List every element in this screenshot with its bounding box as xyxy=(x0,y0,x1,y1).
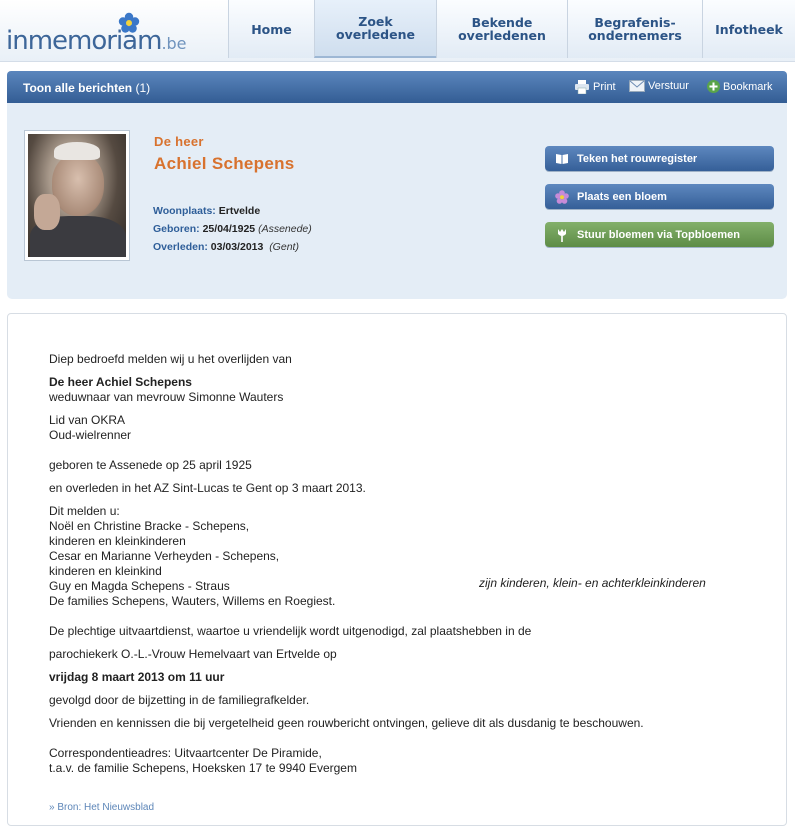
notice-correspondence-line1: Correspondentieadres: Uitvaartcenter De Piramide, xyxy=(49,746,322,760)
send-button[interactable] xyxy=(629,80,689,92)
nav-zoek-overledene[interactable] xyxy=(314,0,436,58)
family-line: De families Schepens, Wauters, Willems en Roegiest. xyxy=(49,594,336,608)
notice-name: De heer Achiel Schepens xyxy=(49,375,192,389)
notice-burial: gevolgd door de bijzetting in de familiegrafkelder. xyxy=(49,693,310,707)
deceased-facts xyxy=(153,202,312,256)
nav-infotheek-label: Infotheek xyxy=(715,21,783,37)
notice-intro: Diep bedroefd melden wij u het overlijden van xyxy=(49,352,292,366)
notice-friends: Vrienden en kennissen die bij vergetelheid geen rouwbericht ontvingen, gelieve dit als dusdanig te beschouwen. xyxy=(49,716,644,730)
send-flowers-topbloemen-button[interactable] xyxy=(545,222,774,247)
notice-former: Oud-wielrenner xyxy=(49,428,132,442)
notice-announce: Dit melden u: xyxy=(49,504,120,518)
family-line: Guy en Magda Schepens - Straus xyxy=(49,579,230,593)
sign-register-label: Teken het rouwregister xyxy=(577,152,698,165)
source-link[interactable]: » Bron: Het Nieuwsblad xyxy=(49,802,155,813)
flower-icon xyxy=(555,190,569,204)
place-flower-label: Plaats een bloem xyxy=(577,190,667,203)
print-button[interactable] xyxy=(574,80,616,94)
site-logo[interactable] xyxy=(6,12,226,58)
died-row: Overleden: 03/03/2013 (Gent) xyxy=(153,241,299,253)
nav-infotheek[interactable] xyxy=(702,0,795,58)
notice-member: Lid van OKRA xyxy=(49,413,126,427)
message-count: (1) xyxy=(135,81,151,95)
notice-died: en overleden in het AZ Sint-Lucas te Gent op 3 maart 2013. xyxy=(49,481,366,495)
place-flower-button[interactable] xyxy=(545,184,774,209)
notice-service-line2: parochiekerk O.-L.-Vrouw Hemelvaart van Ertvelde op xyxy=(49,647,337,661)
book-icon xyxy=(555,152,569,166)
family-line: Cesar en Marianne Verheyden - Schepens, xyxy=(49,549,280,563)
nav-begrafenisondernemers[interactable] xyxy=(567,0,702,58)
deceased-profile-panel xyxy=(7,103,787,299)
notice-born: geboren te Assenede op 25 april 1925 xyxy=(49,458,252,472)
show-all-messages-link[interactable]: Toon alle berichten (1) xyxy=(23,81,151,95)
print-label: Print xyxy=(593,81,616,93)
bookmark-button[interactable] xyxy=(707,80,773,93)
death-notice xyxy=(7,313,787,826)
plus-circle-icon xyxy=(707,80,720,93)
nav-bekende-overledenen[interactable] xyxy=(436,0,567,58)
family-note: zijn kinderen, klein- en achterkleinkinderen xyxy=(479,576,706,590)
envelope-icon xyxy=(629,80,645,92)
logo-tld: .be xyxy=(161,34,187,53)
printer-icon xyxy=(574,80,590,94)
top-header xyxy=(0,0,795,62)
nav-bekende-label: Bekende overledenen xyxy=(458,15,546,43)
logo-text xyxy=(6,26,187,56)
deceased-name: Achiel Schepens xyxy=(154,154,295,173)
notice-service-line1: De plechtige uitvaartdienst, waartoe u vriendelijk wordt uitgenodigd, zal plaatshebben in de xyxy=(49,624,532,638)
main-navigation xyxy=(228,0,795,58)
portrait-photo xyxy=(28,134,126,257)
notice-service-date: vrijdag 8 maart 2013 om 11 uur xyxy=(49,670,225,684)
family-line: Noël en Christine Bracke - Schepens, xyxy=(49,519,250,533)
message-bar xyxy=(7,71,787,103)
notice-widower: weduwnaar van mevrouw Simonne Wauters xyxy=(49,390,284,404)
sign-register-button[interactable] xyxy=(545,146,774,171)
send-flowers-label: Stuur bloemen via Topbloemen xyxy=(577,228,740,241)
logo-main: inmemoriam xyxy=(6,26,162,56)
tulip-icon xyxy=(555,228,569,242)
born-row: Geboren: 25/04/1925 (Assenede) xyxy=(153,223,312,235)
nav-begrafenis-label: Begrafenis- ondernemers xyxy=(588,15,682,43)
nav-zoek-label: Zoek overledene xyxy=(336,14,415,42)
family-line: kinderen en kleinkinderen xyxy=(49,534,186,548)
deceased-title: De heer xyxy=(154,134,204,149)
residence-row: Woonplaats: Ertvelde xyxy=(153,205,261,217)
family-line: kinderen en kleinkind xyxy=(49,564,162,578)
notice-correspondence-line2: t.a.v. de familie Schepens, Hoeksken 17 te 9940 Evergem xyxy=(49,761,357,775)
nav-home-label: Home xyxy=(251,21,292,37)
nav-home[interactable] xyxy=(228,0,314,58)
portrait-frame xyxy=(24,130,130,261)
bookmark-label: Bookmark xyxy=(723,80,773,93)
send-label: Verstuur xyxy=(648,80,689,92)
